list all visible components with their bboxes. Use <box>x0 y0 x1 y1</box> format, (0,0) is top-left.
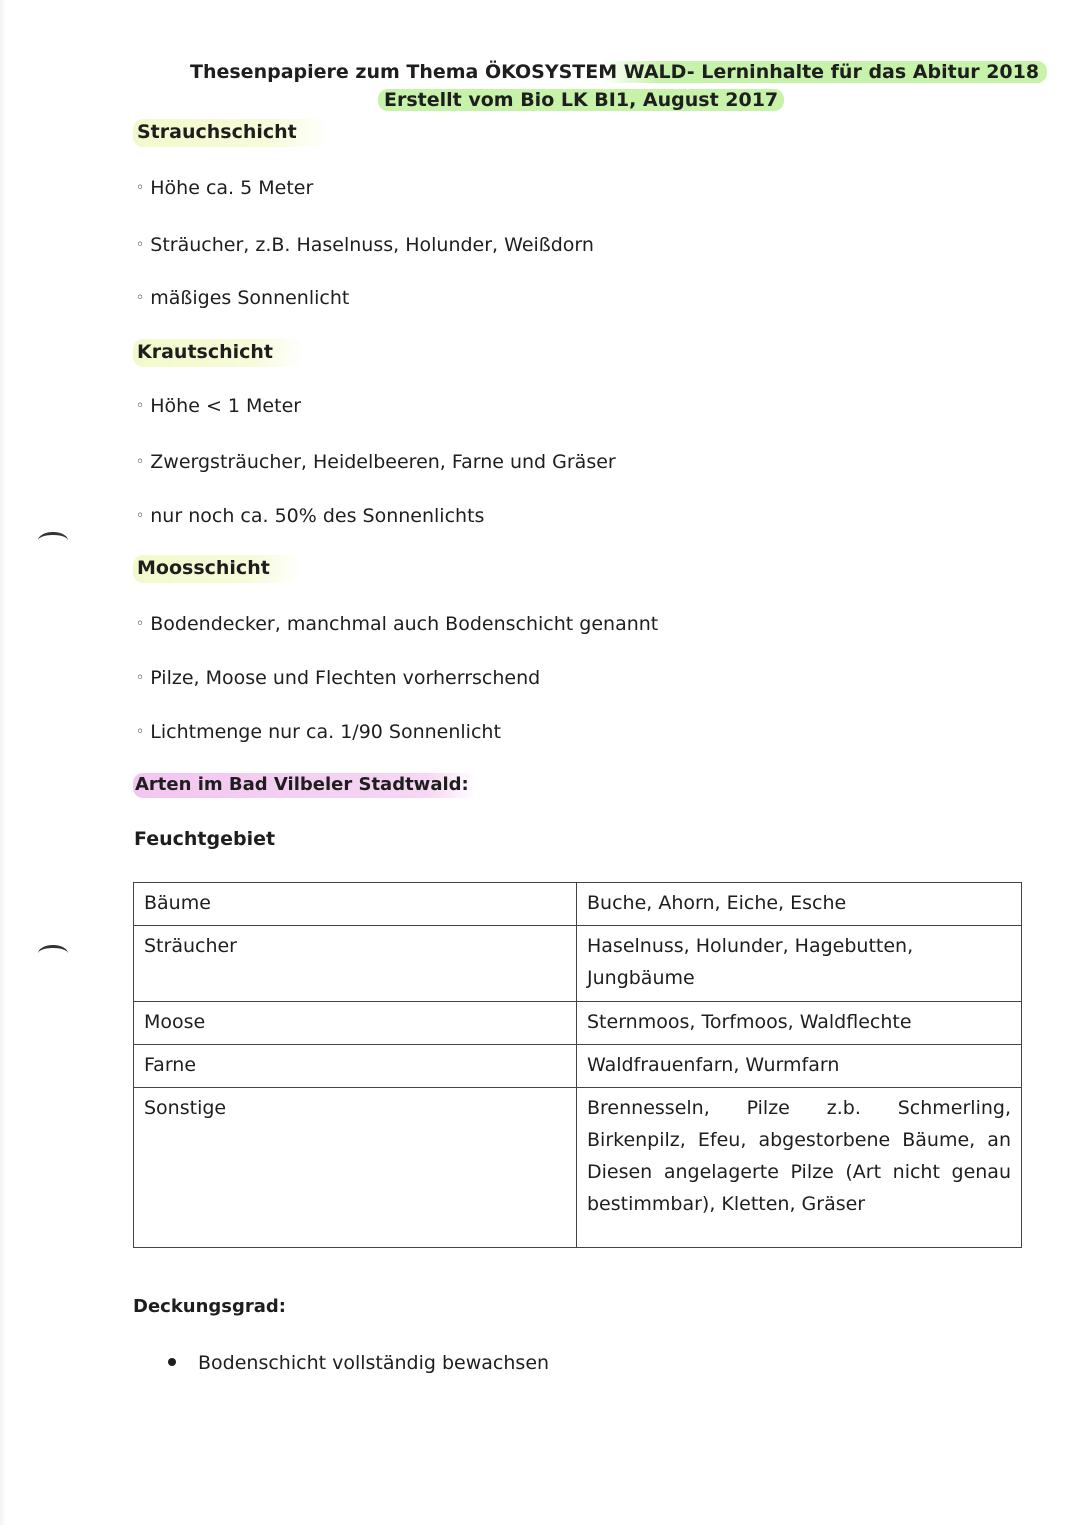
table-cell-label: Bäume <box>134 883 577 926</box>
list-item: ◦ Sträucher, z.B. Haselnuss, Holunder, Weißdorn <box>136 234 594 256</box>
table-cell-value: Brennesseln, Pilze z.b. Schmerling, Birkenpilz, Efeu, abgestorbene Bäume, an Diesen angelagerte Pilze (Art nicht genau bestimmbar), Kletten, Gräser <box>577 1088 1022 1248</box>
table-cell-label: Sträucher <box>134 926 577 1002</box>
list-item: ◦ Höhe ca. 5 Meter <box>136 177 314 199</box>
list-item: Bodenschicht vollständig bewachsen <box>168 1352 549 1374</box>
table-row <box>134 1002 1022 1045</box>
list-item: ◦ Zwergsträucher, Heidelbeeren, Farne und Gräser <box>136 451 616 473</box>
section-heading-krautschicht: Krautschicht <box>133 341 303 363</box>
table-cell-value: Waldfrauenfarn, Wurmfarn <box>577 1045 1022 1088</box>
list-item: ◦ Pilze, Moose und Flechten vorherrschend <box>136 667 541 689</box>
table-cell-label: Moose <box>134 1002 577 1045</box>
table-cell-value: Sternmoos, Torfmoos, Waldflechte <box>577 1002 1022 1045</box>
table-row <box>134 1045 1022 1088</box>
table-row <box>134 926 1022 1002</box>
list-item: ◦ Höhe < 1 Meter <box>136 395 302 417</box>
section-heading-moosschicht: Moosschicht <box>133 557 300 579</box>
list-item: ◦ mäßiges Sonnenlicht <box>136 287 350 309</box>
punch-hole-mark <box>38 532 68 549</box>
table-row <box>134 883 1022 926</box>
section-heading-feuchtgebiet: Feuchtgebiet <box>134 828 276 850</box>
document-title: Thesenpapiere zum Thema ÖKOSYSTEM WALD- Lerninhalte für das Abitur 2018 <box>190 59 1047 85</box>
scan-edge <box>0 0 6 1525</box>
list-item: ◦ Bodendecker, manchmal auch Bodenschicht genannt <box>136 613 659 635</box>
table-cell-value: Haselnuss, Holunder, Hagebutten, Jungbäume <box>577 926 1022 1002</box>
species-table <box>133 882 1022 1248</box>
bullet-dot-icon <box>168 1358 176 1366</box>
section-heading-deckungsgrad: Deckungsgrad: <box>133 1296 287 1317</box>
table-cell-label: Farne <box>134 1045 577 1088</box>
section-heading-arten: Arten im Bad Vilbeler Stadtwald: <box>133 774 477 795</box>
list-item: ◦ Lichtmenge nur ca. 1/90 Sonnenlicht <box>136 721 501 743</box>
document-subtitle: Erstellt vom Bio LK BI1, August 2017 <box>378 87 784 113</box>
punch-hole-mark <box>38 945 68 962</box>
section-heading-strauchschicht: Strauchschicht <box>133 121 327 143</box>
table-row <box>134 1088 1022 1248</box>
list-item: ◦ nur noch ca. 50% des Sonnenlichts <box>136 505 485 527</box>
table-cell-value: Buche, Ahorn, Eiche, Esche <box>577 883 1022 926</box>
table-cell-label: Sonstige <box>134 1088 577 1248</box>
